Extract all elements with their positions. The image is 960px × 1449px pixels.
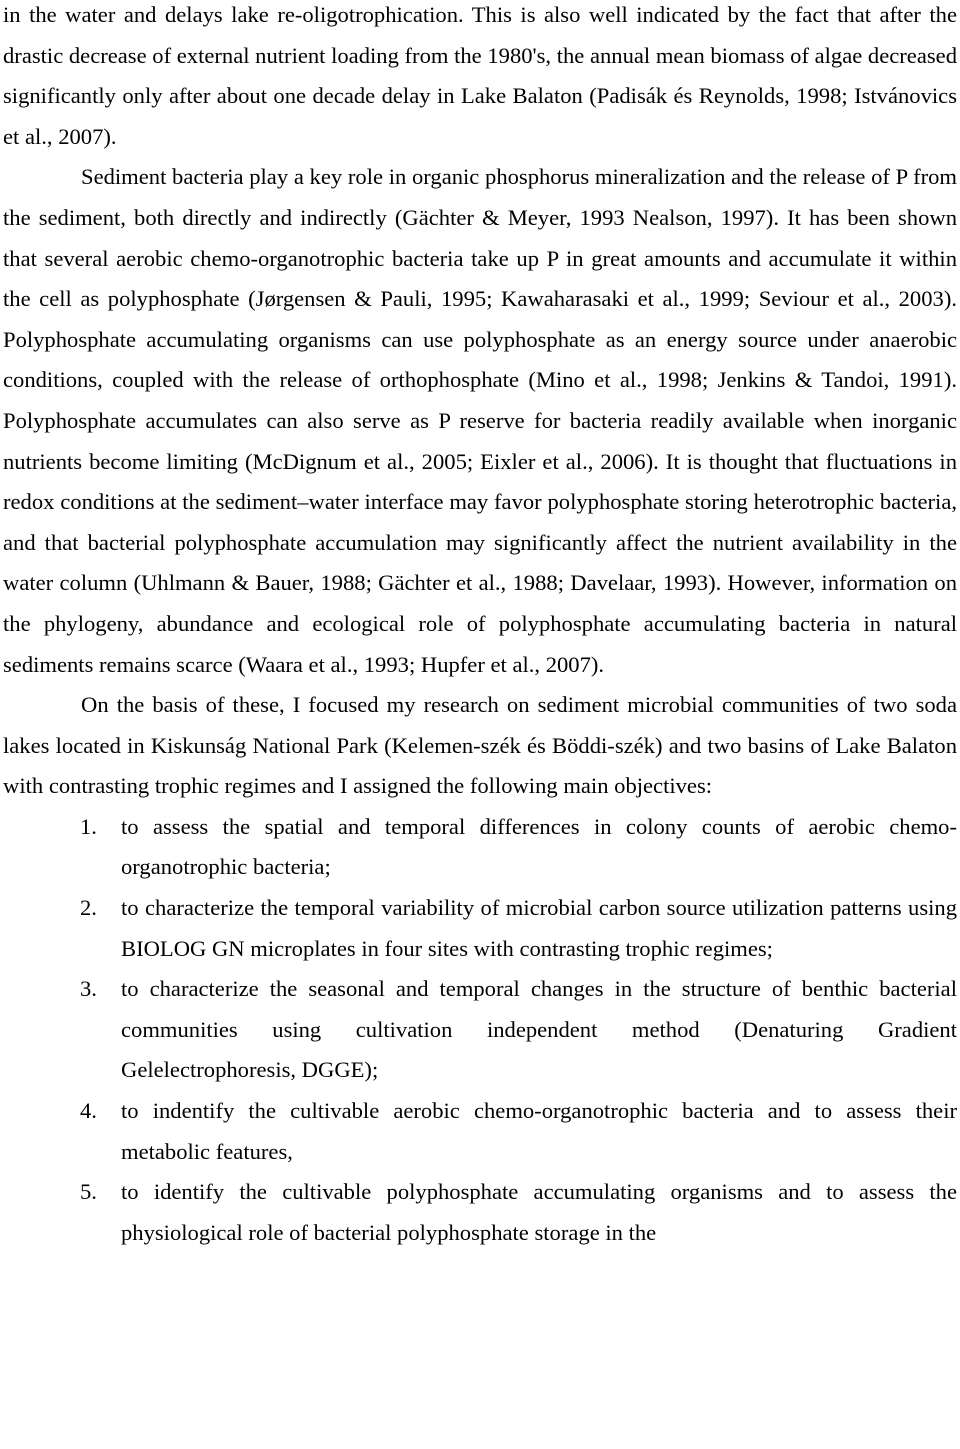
- list-item: [3, 1091, 957, 1172]
- objectives-list: [3, 807, 957, 1254]
- list-item-text: to identify the cultivable polyphosphate accumulating organisms and to assess the physiological role of bacterial polyphosphate storage in the: [121, 1179, 957, 1245]
- paragraph-sediment-bacteria: Sediment bacteria play a key role in organic phosphorus mineralization and the release of P from the sediment, both directly and indirectly (Gächter & Meyer, 1993 Nealson, 1997). It has been shown that several aerobic chemo-organotrophic bacteria take up P in great amounts and accumulate it within the cell as polyphosphate (Jørgensen & Pauli, 1995; Kawaharasaki et al., 1999; Seviour et al., 2003). Polyphosphate accumulating organisms can use polyphosphate as an energy source under anaerobic conditions, coupled with the release of orthophosphate (Mino et al., 1998; Jenkins & Tandoi, 1991). Polyphosphate accumulates can also serve as P reserve for bacteria readily available when inorganic nutrients become limiting (McDignum et al., 2005; Eixler et al., 2006). It is thought that fluctuations in redox conditions at the sediment–water interface may favor polyphosphate storing heterotrophic bacteria, and that bacterial polyphosphate accumulation may significantly affect the nutrient availability in the water column (Uhlmann & Bauer, 1988; Gächter et al., 1988; Davelaar, 1993). However, information on the phylogeny, abundance and ecological role of polyphosphate accumulating bacteria in natural sediments remains scarce (Waara et al., 1993; Hupfer et al., 2007).: [3, 164, 957, 677]
- list-item-text: to indentify the cultivable aerobic chemo-organotrophic bacteria and to assess their metabolic features,: [121, 1098, 957, 1164]
- list-item-number: 3.: [80, 976, 97, 1002]
- list-item-text: to assess the spatial and temporal differences in colony counts of aerobic chemo-organotrophic bacteria;: [121, 813, 957, 880]
- list-item-text: to characterize the temporal variability of microbial carbon source utilization patterns using BIOLOG GN microplates in four sites with contrasting trophic regimes;: [121, 895, 957, 961]
- list-item: [3, 1172, 957, 1253]
- list-item-number: 1.: [80, 813, 97, 839]
- list-item-number: 5.: [80, 1179, 97, 1205]
- list-item-text: to characterize the seasonal and temporal changes in the structure of benthic bacterial communities using cultivation independent method (Denaturing Gradient Gelelectrophoresis, DGGE);: [121, 976, 957, 1083]
- list-item: [3, 888, 957, 969]
- list-item: [3, 807, 957, 888]
- paragraph-research-basis: On the basis of these, I focused my research on sediment microbial communities of two soda lakes located in Kiskunság National Park (Kelemen-szék és Böddi-szék) and two basins of Lake Balaton with contrasting trophic regimes and I assigned the following main objectives:: [3, 692, 957, 799]
- paragraph-continuation: in the water and delays lake re-oligotrophication. This is also well indicated by the fact that after the drastic decrease of external nutrient loading from the 1980's, the annual mean biomass of algae decreased significantly only after about one decade delay in Lake Balaton (Padisák és Reynolds, 1998; Istvánovics et al., 2007).: [3, 2, 957, 149]
- list-item: [3, 969, 957, 1091]
- list-item-number: 2.: [80, 895, 97, 921]
- list-item-number: 4.: [80, 1098, 97, 1124]
